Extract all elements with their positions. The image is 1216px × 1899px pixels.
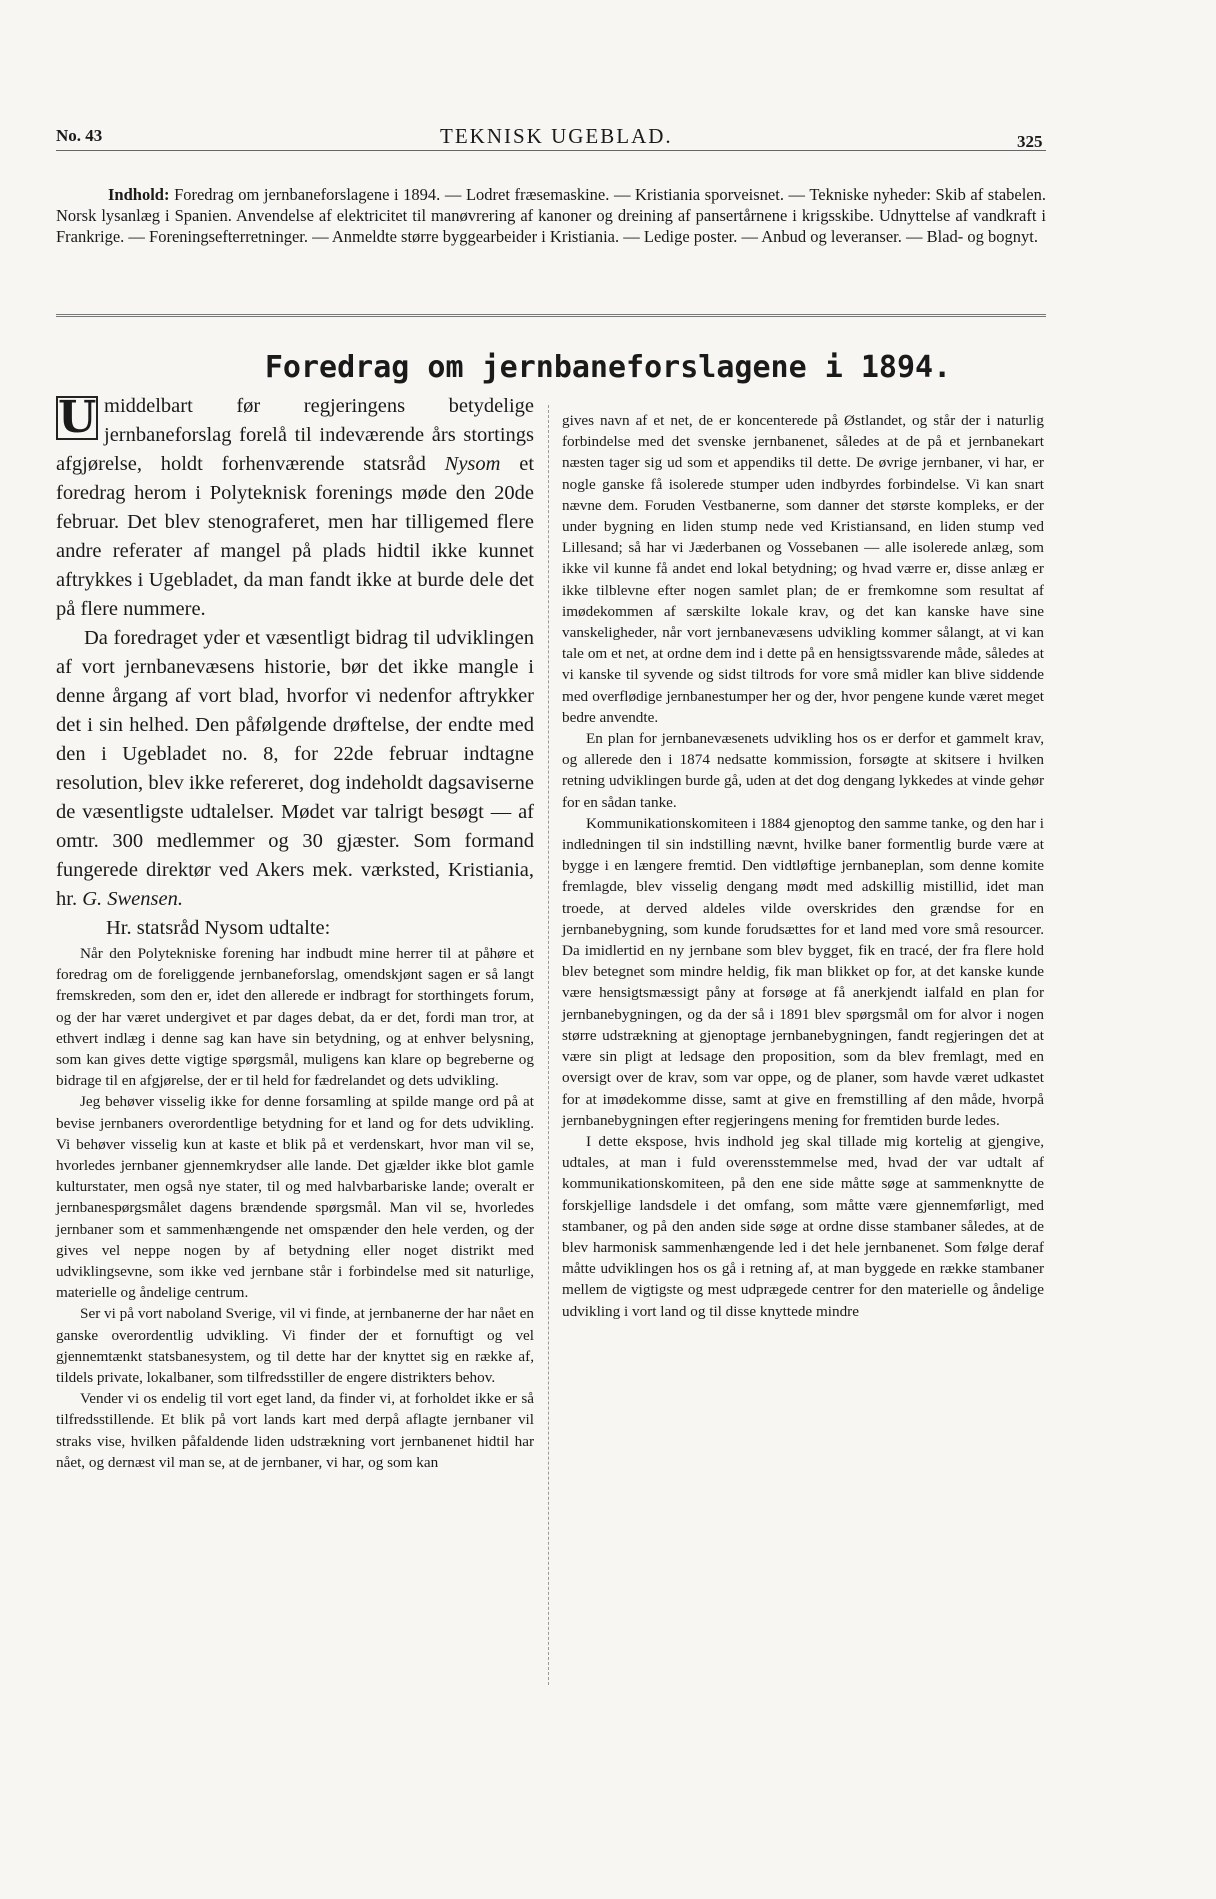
right-column	[562, 410, 1044, 1322]
body-paragraph: Jeg behøver visselig ikke for denne forsamling at spilde mange ord på at bevise jernbaners overordentlige betydning for et land og for dets udvikling. Vi behøver visselig kun at kaste et blik på et verdenskart, hvor man vil se, hvorledes jernbaner gjennemkrydser alle lande. Det gjælder ikke blot gamle kulturstater, men også nye stater, til og med halvbarbariske lande; overalt er jernbanespørgsmålet dagens brændende spørgsmål. Man vil se, hvorledes jernbaner som et sammenhængende net omspænder den hele verden, og der gives vel neppe nogen by af betydning eller noget distrikt med udviklingsevne, som ikke ved jernbane står i forbindelse med sit naturlige, materielle og åndelige centrum.	[56, 1093, 534, 1302]
table-of-contents	[56, 184, 1046, 247]
intro-1-text: middelbart før regjeringens betydelige jernbaneforslag forelå til indeværende års stortings afgjørelse, holdt forhenværende statsråd	[56, 395, 534, 475]
intro-paragraph-1	[56, 392, 534, 624]
body-paragraph: Ser vi på vort naboland Sverige, vil vi finde, at jernbanerne der har nået en ganske overordentlig udvikling. Vi finder der et fornuftigt og vel gjennemtænkt statsbanesystem, og til dette har der knyttet sig en række af, tildels private, lokalbaner, som tilfredsstiller de engere distrikters behov.	[56, 1305, 534, 1387]
column-divider	[548, 405, 549, 1685]
journal-title: TEKNISK UGEBLAD.	[440, 124, 673, 148]
speaker-name: Nysom	[444, 453, 501, 475]
body-paragraph: I dette ekspose, hvis indhold jeg skal tillade mig kortelig at gjengive, udtales, at man i fuld overensstemmelse med, hvad der var udtalt af kommunikationskomiteen, på den ene side måtte søge at sammenknytte de forskjellige landsdele i det omfang, som måtte være gjennemførligt, med stambaner, og på den anden side søge at ordne disse stambaner således, at de blev harmonisk sammenhængende led i det hele jernbanenet. Som følge deraf måtte udviklingen hos os gå i retning af, at man byggede en række stambaner mellem de vigtigste og mest udprægede centrer for den materielle og åndelige udvikling i vort land og til disse knyttede mindre	[562, 1132, 1044, 1320]
issue-number: No. 43	[56, 126, 103, 145]
contents-label: Indhold:	[108, 185, 170, 204]
page-number: 325	[1017, 132, 1043, 151]
dropcap-letter: U	[58, 392, 97, 443]
header-rule	[56, 150, 1046, 151]
left-column	[56, 392, 534, 1473]
intro-2-text: Da foredraget yder et væsentligt bidrag til udviklingen af vort jernbanevæsens historie, bør det ikke mangle i denne årgang af vort blad, hvorfor vi nedenfor aftrykker det i sin helhed. Den påfølgende drøftelse, der endte med den i Ugebladet no. 8, for 22de februar indtagne resolution, blev ikke refereret, dog indeholdt dagsaviserne de væsentligste udtalelser. Mødet var talrigt besøgt — af omtr. 300 medlemmer og 30 gjæster. Som formand fungerede direktør ved Akers mek. værksted, Kristiania, hr.	[56, 627, 534, 910]
contents-text: Foredrag om jernbaneforslagene i 1894. — Lodret fræsemaskine. — Kristiania sporveisnet. — Tekniske nyheder: Skib af stabelen. Norsk lysanlæg i Spanien. Anvendelse af elektricitet til manøvrering af kanoner og dreining af pansertårnene i krigsskibe. Udnyttelse af vandkraft i Frankrige. — Foreningsefterretninger. — Anmeldte større byggearbeider i Kristiania. — Ledige poster. — Anbud og leveranser. — Blad- og bognyt.	[56, 185, 1046, 246]
article-title: Foredrag om jernbaneforslagene i 1894.	[264, 350, 952, 385]
body-paragraph: Kommunikationskomiteen i 1884 gjenoptog den samme tanke, og den har i indledningen til sin indstilling nævnt, hvilke baner formentlig burde være at bygge i en længere fremtid. Den vidtløftige jernbaneplan, som denne komite fremlagde, blev visselig dengang mødt med adskillig mistillid, idet man troede, at derved aldeles vilde overskrides den grændse for en jernbanebygning, som kunde forudsættes for et land med vore små resourcer. Da imidlertid en ny jernbane som blev bygget, fik en tracé, der fra flere hold blev betegnet som mindre heldig, fik man blikket op for, at det kanske kunde være hensigtsmæssigt påny at forsøge at få anerkjendt ialfald en plan for jernbanebygningen, og da der så i 1891 blev spørgsmål om for alvor i nogen større udstrækning at gjenoptage jernbanebygningen, fandt regjeringen det at være sin pligt at ledsage den proposition, som da blev fremlagt, med en oversigt over de krav, som var oppe, og de planer, som havde været udkastet for at imødekomme disse, samt at give en fremstilling af den måde, hvorpå jernbanebygningen efter regjeringens mening for fremtiden burde ledes.	[562, 814, 1044, 1129]
body-paragraph: Når den Polytekniske forening har indbudt mine herrer til at påhøre et foredrag om de foreliggende jernbaneforslag, omendskjønt sagen er så langt fremskreden, som den er, idet den allerede er indbragt for storthingets forum, og der har været undergivet et par dages debat, da er det, fordi man tror, at ethvert indlæg i denne sag kan have sin betydning, og at enhver belysning, som kan gives dette vigtige spørgsmål, muligens kan klare op begreberne og bidrage til en afgjørelse, der er til held for fædrelandet og dets udvikling.	[56, 945, 534, 1090]
body-paragraph: gives navn af et net, de er koncenterede på Østlandet, og står der i naturlig forbindelse med det svenske jernbanenet, således at de på et jernbanekart næsten tager sig ud som et appendiks til dette. De øvrige jernbaner, vi har, er nogle ganske få isolerede stumper uden indbyrdes forbindelse. Vi kan snart nævne dem. Foruden Vestbanerne, som danner det største kompleks, er der under bygning en liden stump nede ved Kristiansand, en liden stump ved Lillesand; så har vi Jæderbanen og Vossebanen — alle isolerede anlæg, som ikke vil kunne få andet end lokal betydning; og hvad værre er, disse anlæg er ikke tilblevne efter nogen samlet plan; de er fremkomne som resultat af imødekommen af særskilte lokale krav, og det kan kanske have sine vanskeligheder, når vort jernbanevæsens udvikling kommer sålangt, at vi kan tale om et net, at ordne dem ind i dette på en hensigtssvarende måde, således at vi kanske til syvende og sidst tiltrods for vore små midler kan blive siddende med overflødige jernbanestumper her og der, hvor pengene kunde været meget bedre anvendte.	[562, 412, 1044, 726]
body-paragraph: Vender vi os endelig til vort eget land, da finder vi, at forholdet ikke er så tilfredsstillende. Et blik på vort lands kart med derpå aflagte jernbaner vil straks vise, hvilken påfaldende liden udstrækning vort jernbanenet hidtil har nået, og dernæst vil man se, at de jernbaner, vi har, og som kan	[56, 1390, 534, 1471]
intro-1-end: et foredrag herom i Polyteknisk forenings møde den 20de februar. Det blev stenograferet, men har tilligemed flere andre referater af mangel på plads hidtil ikke kunnet aftrykkes i Ugebladet, da man fandt ikke at burde dele det på flere nummere.	[56, 453, 535, 620]
speaker-line: Hr. statsråd Nysom udtalte:	[106, 917, 331, 939]
body-paragraph: En plan for jernbanevæsenets udvikling hos os er derfor et gammelt krav, og allerede den i 1874 nedsatte kommission, forsøgte at skitsere i hvilken retning udviklingen burde gå, uden at det dog dengang lykkedes at vinde gehør for en sådan tanke.	[562, 730, 1044, 811]
chairman-name: G. Swensen.	[82, 888, 183, 910]
intro-paragraph-2	[56, 624, 534, 914]
contents-rule	[56, 314, 1046, 317]
